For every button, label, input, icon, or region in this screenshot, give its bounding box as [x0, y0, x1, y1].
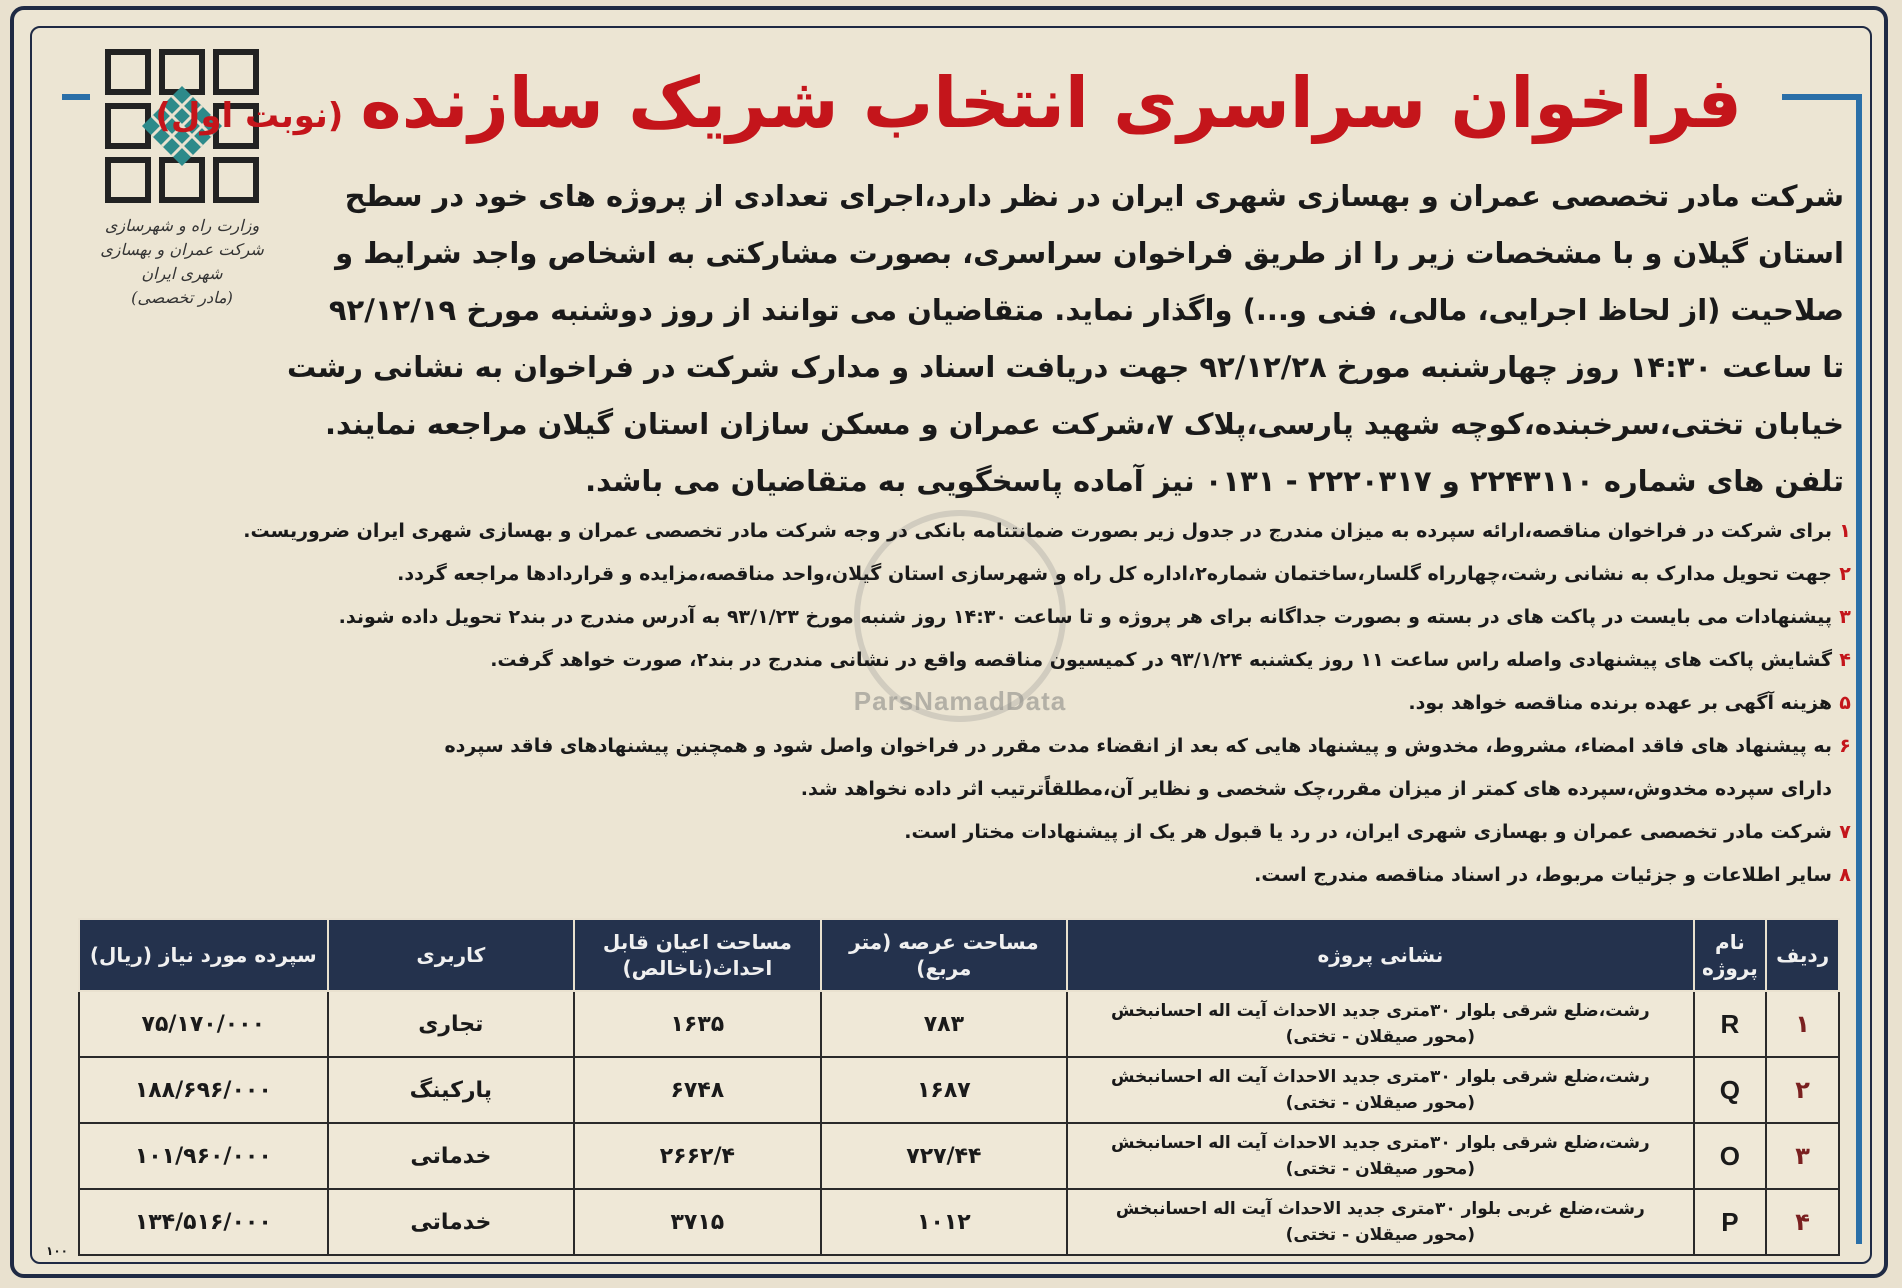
cell-area: ۷۸۳ [821, 991, 1068, 1057]
item-text: جهت تحویل مدارک به نشانی رشت،چهارراه گلسار،ساختمان شماره۲،اداره کل راه و شهرسازی استان گیلان،واحد مناقصه،مزایده و قراردادها مراجعه گردد. [397, 563, 1832, 585]
logo-caption-line: وزارت راه و شهرسازی [104, 216, 260, 235]
list-item [18, 725, 1858, 768]
page-title [155, 62, 1742, 144]
cell-building: ۶۷۴۸ [574, 1057, 821, 1123]
title-main: فراخوان سراسری انتخاب شریک سازنده [360, 62, 1742, 144]
cell-usage: خدماتی [328, 1189, 575, 1255]
cell-row: ۴ [1766, 1189, 1839, 1255]
address-line: رشت،ضلع شرقی بلوار ۳۰متری جدید الاحداث آیت اله احسانبخش [1110, 1001, 1650, 1021]
table-row [79, 1123, 1839, 1189]
title-sub: (نوبت اول) [155, 96, 344, 136]
column-header-row: ردیف [1766, 919, 1839, 991]
list-item [18, 854, 1858, 897]
logo-caption-line: (مادر تخصصی) [131, 288, 233, 307]
address-line: رشت،ضلع شرقی بلوار ۳۰متری جدید الاحداث آیت اله احسانبخش [1110, 1067, 1650, 1087]
list-item [18, 811, 1858, 854]
cell-area: ۱۰۱۲ [821, 1189, 1068, 1255]
intro-line: تا ساعت ۱۴:۳۰ روز چهارشنبه مورخ ۹۲/۱۲/۲۸ جهت دریافت اسناد و مدارک شرکت در فراخوان به نشانی رشت [287, 350, 1844, 384]
table-row [79, 991, 1839, 1057]
cell-deposit: ۱۸۸/۶۹۶/۰۰۰ [79, 1057, 328, 1123]
cell-area: ۱۶۸۷ [821, 1057, 1068, 1123]
watermark-text: ParsNamadData [853, 686, 1067, 716]
cell-name: R [1694, 991, 1767, 1057]
decorative-line [1782, 94, 1862, 100]
cell-address [1067, 1057, 1693, 1123]
cell-row: ۱ [1766, 991, 1839, 1057]
column-header-name: نام پروژه [1694, 919, 1767, 991]
intro-paragraph [284, 168, 1844, 510]
projects-table [78, 918, 1840, 1256]
cell-deposit: ۱۰۱/۹۶۰/۰۰۰ [79, 1123, 328, 1189]
cell-usage: خدماتی [328, 1123, 575, 1189]
intro-line: شرکت مادر تخصصی عمران و بهسازی شهری ایران در نظر دارد،اجرای تعدادی از پروژه های خود در سطح [344, 179, 1844, 213]
item-number: ۸ [1839, 864, 1851, 886]
table-row [79, 1057, 1839, 1123]
column-header-address: نشانی پروژه [1067, 919, 1693, 991]
column-header-deposit: سپرده مورد نیاز (ریال) [79, 919, 328, 991]
item-text: گشایش پاکت های پیشنهادی واصله راس ساعت ۱۱ روز یکشنبه ۹۳/۱/۲۴ در کمیسیون مناقصه واقع در نشانی مندرج در بند۲، صورت خواهد گرفت. [490, 649, 1832, 671]
cell-building: ۱۶۳۵ [574, 991, 821, 1057]
intro-line: صلاحیت (از لحاظ اجرایی، مالی، فنی و...) واگذار نماید. متقاضیان می توانند از روز دوشنبه مورخ ۹۲/۱۲/۱۹ [328, 293, 1844, 327]
list-item [18, 639, 1858, 682]
table-header-row [79, 919, 1839, 991]
logo-caption [92, 214, 272, 310]
cell-name: O [1694, 1123, 1767, 1189]
list-item [18, 510, 1858, 553]
cell-building: ۲۶۶۲/۴ [574, 1123, 821, 1189]
item-text: سایر اطلاعات و جزئیات مربوط، در اسناد مناقصه مندرج است. [1254, 864, 1832, 886]
item-number: ۲ [1839, 563, 1851, 585]
item-text: هزینه آگهی بر عهده برنده مناقصه خواهد بود. [1408, 692, 1832, 714]
address-line: (محور صیقلان - تختی) [1285, 1027, 1476, 1047]
item-text: پیشنهادات می بایست در پاکت های در بسته و بصورت جداگانه برای هر پروژه و تا ساعت ۱۴:۳۰ روز شنبه مورخ ۹۳/۱/۲۳ به آدرس مندرج در بند۲ تحویل داده شوند. [338, 606, 1832, 628]
address-line: (محور صیقلان - تختی) [1285, 1093, 1476, 1113]
list-item [18, 682, 1858, 725]
intro-line: استان گیلان و با مشخصات زیر را از طریق فراخوان سراسری، بصورت مشارکتی به اشخاص واجد شرایط و [335, 236, 1844, 270]
cell-name: P [1694, 1189, 1767, 1255]
item-number: ۳ [1839, 606, 1851, 628]
item-number: ۷ [1839, 821, 1851, 843]
cell-row: ۲ [1766, 1057, 1839, 1123]
cell-usage: تجاری [328, 991, 575, 1057]
cell-address [1067, 1123, 1693, 1189]
item-text: برای شرکت در فراخوان مناقصه،ارائه سپرده به میزان مندرج در جدول زیر بصورت ضمانتنامه بانکی در وجه شرکت مادر تخصصی عمران و بهسازی شهری ایران ضروریست. [243, 520, 1832, 542]
item-number: ۶ [1839, 735, 1851, 757]
item-text: شرکت مادر تخصصی عمران و بهسازی شهری ایران، در رد یا قبول هر یک از پیشنهادات مختار است. [904, 821, 1832, 843]
cell-building: ۳۷۱۵ [574, 1189, 821, 1255]
address-line: (محور صیقلان - تختی) [1285, 1225, 1476, 1245]
column-header-area: مساحت عرصه (متر مربع) [821, 919, 1068, 991]
page-number: ۱۰۰ [46, 1244, 68, 1258]
intro-line: خیابان تختی،سرخبنده،کوچه شهید پارسی،پلاک ۷،شرکت عمران و مسکن سازان استان گیلان مراجعه نمایند. [324, 407, 1844, 441]
item-number: ۵ [1839, 692, 1851, 714]
cell-address [1067, 1189, 1693, 1255]
list-item [18, 596, 1858, 639]
table-row [79, 1189, 1839, 1255]
item-text: به پیشنهاد های فاقد امضاء، مشروط، مخدوش و پیشنهاد هایی که بعد از انقضاء مدت مقرر در فراخوان واصل شود و همچنین پیشنهادهای فاقد سپرده [444, 735, 1832, 757]
column-header-usage: کاربری [328, 919, 575, 991]
decorative-line [62, 94, 90, 100]
cell-address [1067, 991, 1693, 1057]
cell-deposit: ۷۵/۱۷۰/۰۰۰ [79, 991, 328, 1057]
logo-caption-line: شرکت عمران و بهسازی شهری ایران [100, 240, 264, 283]
item-number: ۴ [1839, 649, 1851, 671]
cell-row: ۳ [1766, 1123, 1839, 1189]
list-item [18, 553, 1858, 596]
address-line: (محور صیقلان - تختی) [1285, 1159, 1476, 1179]
column-header-building: مساحت اعیان قابل احداث(ناخالص) [574, 919, 821, 991]
conditions-list [18, 510, 1858, 897]
item-continuation: دارای سپرده مخدوش،سپرده های کمتر از میزان مقرر،چک شخصی و نظایر آن،مطلقاًترتیب اثر داده نخواهد شد. [800, 778, 1832, 800]
cell-deposit: ۱۳۴/۵۱۶/۰۰۰ [79, 1189, 328, 1255]
cell-area: ۷۲۷/۴۴ [821, 1123, 1068, 1189]
intro-line: تلفن های شماره ۲۲۴۳۱۱۰ و ۲۲۲۰۳۱۷ - ۰۱۳۱ نیز آماده پاسخگویی به متقاضیان می باشد. [585, 464, 1844, 498]
cell-usage: پارکینگ [328, 1057, 575, 1123]
cell-name: Q [1694, 1057, 1767, 1123]
address-line: رشت،ضلع شرقی بلوار ۳۰متری جدید الاحداث آیت اله احسانبخش [1110, 1133, 1650, 1153]
item-number: ۱ [1839, 520, 1851, 542]
address-line: رشت،ضلع غربی بلوار ۳۰متری جدید الاحداث آیت اله احسانبخش [1115, 1199, 1645, 1219]
